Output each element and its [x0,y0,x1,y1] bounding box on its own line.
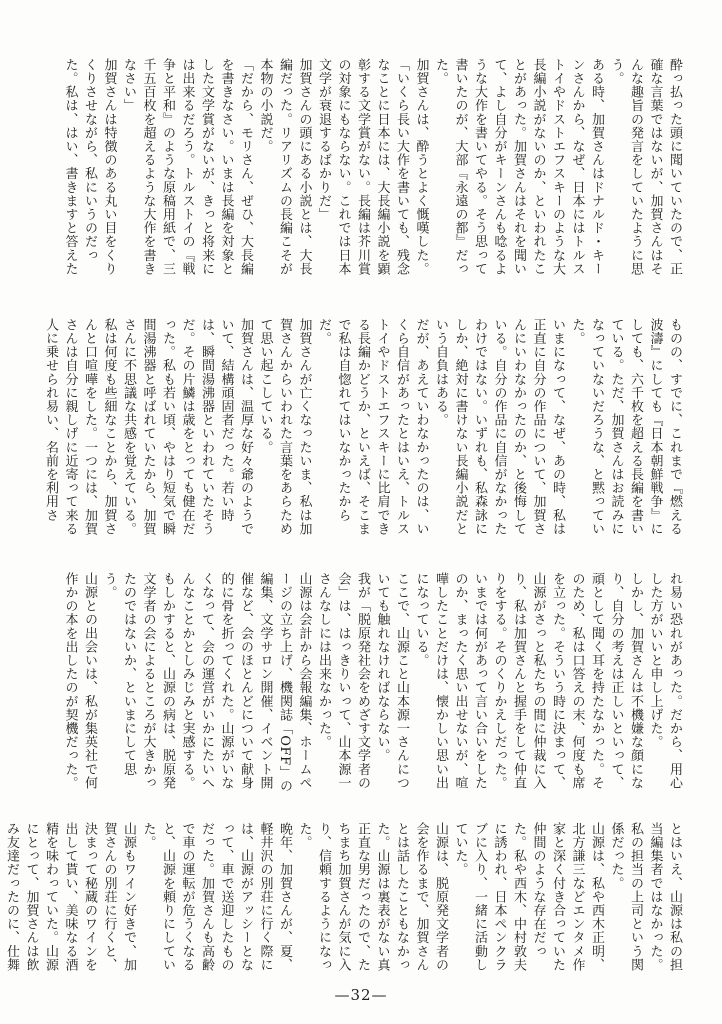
text-tier-4 [4,822,684,982]
paragraph: ここで、山源こと山本源一さんについても触れなければならない。 [374,572,409,790]
paragraph: 晩年、加賀さんが、夏、軽井沢の別荘に行く際には、山源がアッシーとなって、車で送迎したものだった。加賀さんも高齢で車の運転が危うくなると、山源を頼りにしていた。 [140,822,292,972]
paragraph: 「いくら長い大作を書いても、残念なことに日本には、大長編小説を顕彰する文学賞がない。長編は芥川賞の対象にもならない。これでは日本文学が衰退するばかりだ」 [316,58,409,276]
paragraph: 山源は、私や西木正明、北方謙三などエンタメ作家と深く付き合っていた仲間のような存在だった。私や西木、中村敦夫に誘われ、日本ペンクラブに入り、一緒に活動していた。 [452,822,604,972]
paragraph: 加賀さんは、酔うとよく慨嘆した。 [413,58,429,276]
paragraph: ものの、すでに、これまで『燃える波濤』にしても『日本朝鮮戦争』にしても、六千枚を超える長編を書いている。ただ、加賀さんはお読みになっていないだろうな、と黙っていた。 [569,318,682,536]
paragraph: 「だから、モリさん、ぜひ、大長編を書きなさい。いまは長編を対象とした文学賞がないが、きっと将来には出来るだろう。トルストイの『戦争と平和』のような原稿用紙で、三千五百枚を超えるような大作を書きなさい」 [121,58,253,276]
paragraph: 加賀さんは、温厚な好々爺のようでいて、結構頑固者だった。若い時は、瞬間湯沸器といわれていたそうだ。その片鱗は歳をとっても健在だった。私も若い頃、やはり短気で瞬間湯沸器と呼ばれていたから、加賀さんに不思議な共感を覚えている。 [121,318,253,536]
paragraph: 山源もワイン好きで、加賀さんの別荘に行くと、決まって秘蔵のワインを出して貰い、美味なる酒精を味わっていた。山源にとって、加賀さんは飲み友達だったのに、仕舞 [4,822,136,972]
page-number: —32— [334,986,388,1004]
text-tier-1 [30,58,684,286]
paragraph: ある時、加賀さんはドナルド・キーンさんから、なぜ、日本にはトルストイやドストエフスキーのような大長編小説がないのか、といわれたことがあった。加賀さんはそれを聞いて、よし自分がキーンさんも唸るような大作を書いてやる。そう思って書いたのが、大部『永遠の都』だった。 [433,58,604,276]
paragraph: 加賀さんが亡くなったいま、私は加賀さんからいわれた言葉をあらためて思い起こしている。 [257,318,312,536]
paragraph: もしかすると、山源の病は、脱原発文学者の会によるところが大きかったのではないか、といまにして思う。 [101,572,175,790]
paragraph: いまになって、なぜ、あの時、私は正直に自分の作品について、加賀さんにいわなかったのか、と後悔している。自分の作品に自信がなかったわけではない。いずれも、私森詠にしか、絶対に書けない長編小説だという自負はある。 [433,318,565,536]
paragraph: 山源は会計から会報編集、ホームページの立ち上げ、機関誌「OFF」の編集、文学サロン開催、イベント開催など、会のほとんどについて献身的に骨を折ってくれた。山源がいなくなって、会の運営がいかにたいへんなことかとしみじみと実感する。 [179,572,312,793]
text-tier-3 [30,572,684,794]
paragraph: いまでは何があって言い合いをしたのか、まったく思い出せないが、喧嘩したことだけは、懐かしい思い出になっている。 [413,572,487,790]
paragraph: 我が「脱原発社会をめざす文学者の会」は、はっきりいって、山本源一さんなしには出来なかった。 [316,572,370,790]
paragraph: しかし、加賀さんは不機嫌な顔になり、自分の考えは正しいといって、頑として聞く耳を持たなかった。そのため、私は口答えの末、何度も席を立った。そういう時に決まって、山源がさっと私たちの間に仲裁に入り、私は加賀さんと握手をして仲直りをする。そのくりかえしだった。 [491,572,643,790]
paragraph: だが、あえていわなかったのは、いくら自信があったとはいえ、トルストイやドストエフスキーに比肩できる長編かどうか、といえば、そこまで私は自惚れてはいなかったからだ。 [316,318,429,536]
paragraph: とはいえ、山源は私の担当編集者ではなかった。私の担当の上司という関係だった。 [608,822,682,972]
text-tier-2 [30,318,684,540]
paragraph: 加賀さんは特徴のある丸い目をくりくりさせながら、私にいうのだった。私は、はい、書きますと答えた [62,58,117,276]
paragraph: 山源との出会いは、私が集英社で何作かの本を出したのが契機だった。 [62,572,97,790]
paragraph: 山源は、脱原発文学者の会を作るまで、加賀さんとは話したこともなかった。山源は裏表がない真正直な男だったので、たちまち加賀さんが気に入り、信頼するようになった。 [296,822,448,972]
paragraph: れ易い恐れがあった。だから、用心した方がいいと申し上げた。 [647,572,682,790]
paragraph: 酔っ払った頭に聞いていたので、正確な言葉ではないが、加賀さんはそんな趣旨の発言をしていたように思う。 [608,58,682,276]
paragraph: 加賀さんの頭にある小説とは、大長編だった。リアリズムの長編こそが本物の小説だ。 [257,58,312,276]
paragraph: 私は何度も些細なことから、加賀さんと口喧嘩をした。一つには、加賀さんは自分に親しげに近寄って来る人に乗せられ易い、名前を利用さ [43,318,117,536]
